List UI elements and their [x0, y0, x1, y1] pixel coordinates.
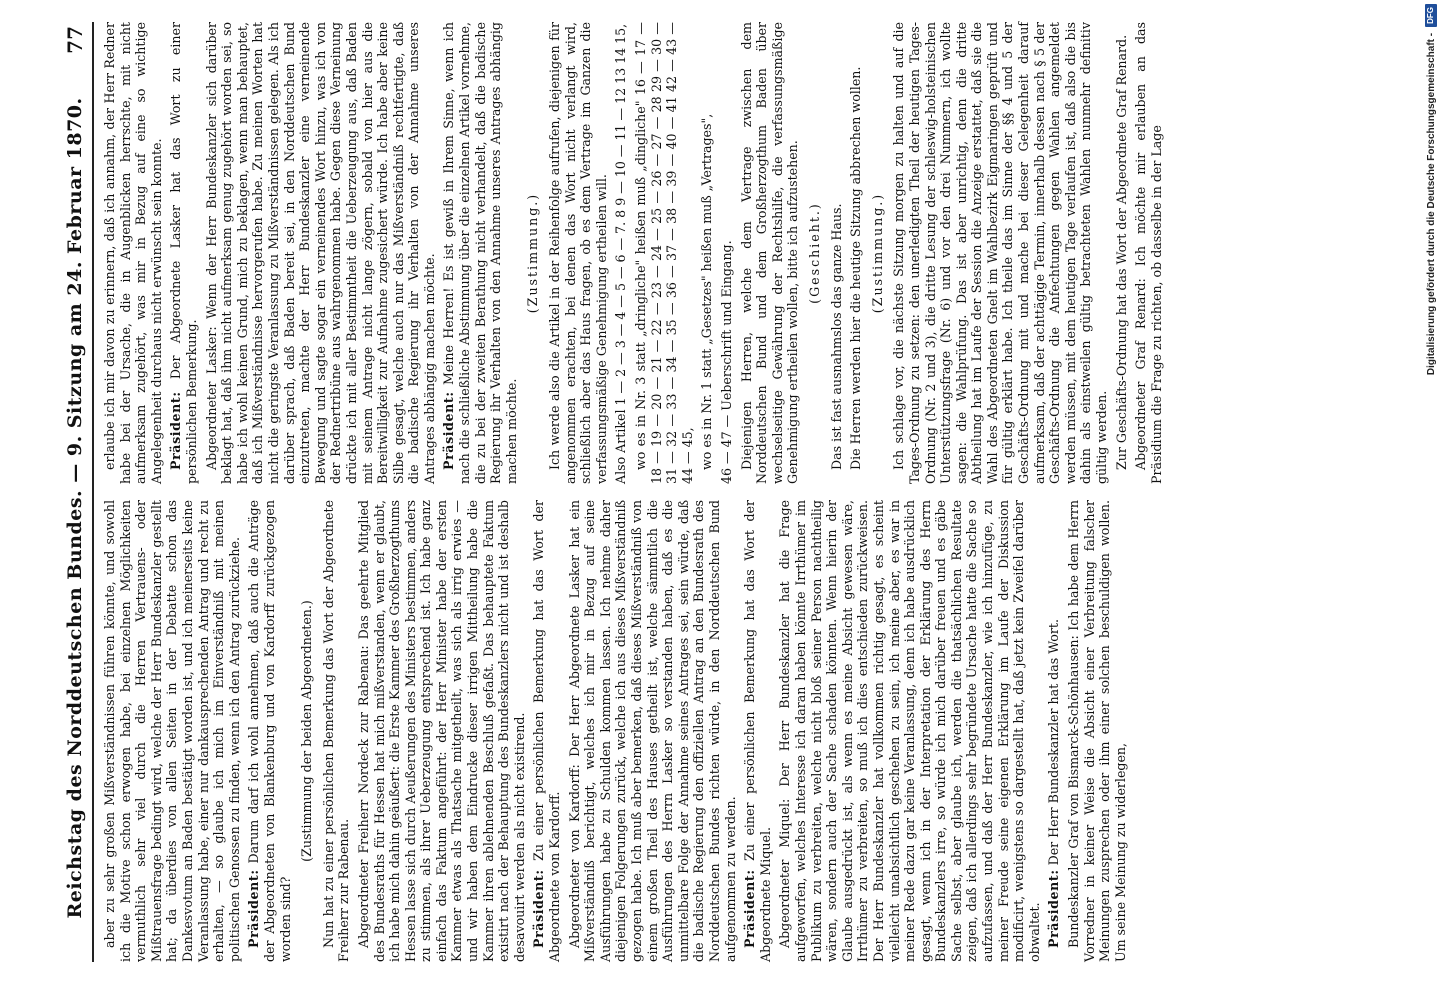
paragraph: aber zu sehr großen Mißverständnissen führen könnte, und sowohl ich die Motive schon erwogen habe, bei einzelnen Möglichkeiten vermuthlich sehr viel durch die Herren Vertrauens- oder Mißtrauensfrage bedingt wird, welche der Herr Bundeskanzler gestellt hat; da überdies von allen Seiten in der Debatte schon das Dankesvotum an Baden bestätigt worden ist, und ich meinerseits keine Veranlassung habe, einer nur dankausprechenden Antrag und recht zu erhalten, — so glaube ich mich im Einverständniß mit meinen politischen Genossen zu finden, wenn ich den Antrag zurückziehe.	[102, 500, 242, 962]
dfg-logo: DFG	[1425, 4, 1437, 27]
paragraph-text: Meine Herren! Es ist gewiß in Ihrem Sinne, wenn ich nach die schließliche Abstimmung über die einzelnen Artikel vornehme, die zu bei der zweiten Berathung nicht verhandelt, daß die badische Regierung ihr Verhalten von den Annahme unseres Antrages abhängig machen möchte.	[441, 22, 519, 484]
paragraph	[742, 500, 773, 962]
paragraph: Abgeordneter Graf Renard: Ich möchte mir erlauben an das Präsidium die Frage zu richten, ob dasselbe in der Lage	[1133, 22, 1164, 484]
stage-direction: (Geschieht.)	[806, 202, 822, 304]
paragraph: Die Herren werden hier die heutige Sitzung abbrechen wollen.	[848, 66, 864, 470]
credit-text: Digitalisierung gefördert durch die Deutsche Forschungsgemeinschaft -	[1425, 32, 1437, 376]
paragraph: Ich schlage vor, die nächste Sitzung morgen zu halten und auf die Tages-Ordnung zu setzen: den unerledigten Theil der heutigen Tages-Ordnung (Nr. 2 und 3), die dritte Lesung der schleswig-holsteinischen Unterstützungsfrage (Nr. 6) und vor den drei Nummern, ich wollte sagen: die Wahlprüfung. Das ist aber unrichtig, denn die dritte Abtheilung hat im Laufe der Session die Anzeige erstattet, daß sie die Wahl des Abgeordneten Gnelt im Wahlbezirk Eigmaringen geprüft und für gültig erklärt habe. Ich theile das im Sinne der §§ 4 und 5 der Geschäfts-Ordnung mit und mache bei dieser Gelegenheit darauf aufmerksam, daß der achttägige Termin, innerhalb dessen nach § 5 der Geschäfts-Ordnung die Anfechtungen gegen Wahlen angemeldet werden müssen, mit dem heutigen Tage verlaufen ist, daß also die bis dahin als einstweilen gültig betrachteten Wahlen nunmehr definitiv gültig werden.	[891, 22, 1110, 484]
speaker-label: Präsident:	[1046, 869, 1062, 948]
paragraph: Ich werde also die Artikel in der Reihenfolge aufrufen, diejenigen für angenommen erachten, bei denen das Wort nicht verlangt wird, schließlich aber das Haus fragen, ob es dem Vertrage im Ganzen die verfassungsmäßige Genehmigung ertheilen will.	[547, 22, 609, 484]
speaker-label: Präsident:	[246, 869, 262, 948]
paragraph	[441, 22, 519, 484]
stage-direction: (Zustimmung.)	[525, 192, 541, 314]
paragraph-text: Der Abgeordnete Lasker hat das Wort zu einer persönlichen Bemerkung.	[168, 22, 199, 484]
page-number: 77	[63, 26, 87, 54]
paragraph: erlaube ich mir davon zu erinnern, daß ich annahm, der Herr Redner habe bei der Ursache, die in Augenblicken herrschte, mit nicht aufmerksam zugehört, was mir in Bezug auf eine so wichtige Angelegenheit durchaus nicht erwünscht sein konnte.	[102, 22, 164, 484]
paragraph-text: Zu einer persönlichen Bemerkung hat das Wort der Abgeordnete Miquel.	[742, 500, 773, 962]
paragraph	[168, 22, 199, 484]
speaker-label: Präsident:	[168, 391, 184, 470]
paragraph	[1046, 500, 1062, 962]
paragraph	[531, 500, 562, 962]
paragraph: Abgeordneter Lasker: Wenn der Herr Bundeskanzler sich darüber beklagt hat, daß ihm nicht aufmerksam genug zugehört worden sei, so habe ich wohl keinen Grund, mich zu beklagen, wenn man behauptet, daß ich Mißverständnisse hervorgerufen habe. Zu meinen Worten hat nicht die geringste Veranlassung zu Mißverständnissen gelegen. Als ich darüber sprach, daß Baden bereit sei, in den Norddeutschen Bund einzutreten, machte der Herr Bundeskanzler eine verneinende Bewegung und sagte sogar ein verneinendes Wort hinzu, was ich von der Rednertribüne aus wahrgenommen habe. Gegen diese Verneinung drückte ich mit aller Bestimmtheit die Ueberzeugung aus, daß Baden mit seinem Antrage nicht lange zögern, sobald von hier aus die Bereitwilligkeit zur Aufnahme zugesichert würde. Ich habe aber keine Silbe gesagt, welche auch nur das Mißverständniß rechtfertigte, daß die badische Regierung ihr Verhalten von der Annahme unseres Antrages abhängig machen möchte.	[203, 22, 437, 484]
page-header	[58, 22, 94, 962]
article-list: Also Artikel 1 — 2 — 3 — 4 — 5 — 6 — 7. 8 9 — 10 — 11 — 12 13 14 15,	[613, 23, 629, 484]
paragraph: 46 — 47 — Ueberschrift und Eingang.	[718, 240, 734, 484]
paragraph	[246, 500, 293, 962]
paragraph: Abgeordneter von Kardorff: Der Herr Abgeordnete Lasker hat ein Mißverständniß berichtigt, welches ich mir in Bezug auf seine Ausführungen habe zu Schulden kommen lassen. Ich nehme daher diejenigen Folgerungen zurück, welche ich aus dieses Mißverständniß gezogen habe. Ich muß aber bemerken, daß dieses Mißverständniß von einem großen Theil des Hauses getheilt ist, welche sämmtlich die Ausführungen des Herrn Lasker so verstanden haben, daß es die unmittelbare Folge der Annahme seines Antrages sei, sein würde, daß die badische Regierung den offiziellen Antrag an den Bundesrath des Norddeutschen Bundes richten würde, in den Norddeutschen Bund aufgenommen zu werden.	[566, 500, 738, 962]
page-title: Reichstag des Norddeutschen Bundes. — 9. Sitzung am 24. Februar 1870.	[64, 97, 86, 919]
paragraph: Diejenigen Herren, welche dem Vertrage zwischen dem Norddeutschen Bund und dem Großherzogthum Baden über wechselseitige Gewährung der Rechtshilfe, die verfassungsmäßige Genehmigung ertheilen wollen, bitte ich aufzustehen.	[738, 22, 801, 484]
paragraph: Nun hat zu einer persönlichen Bemerkung das Wort der Abgeordnete Freiherr zur Rabenau.	[320, 500, 352, 962]
paragraph: Abgeordneter Miquel: Der Herr Bundeskanzler hat die Frage aufgeworfen, welches Interesse ich daran haben könnte Irrthümer im Publikum zu verbreiten, welche nicht bloß seiner Person nachtheilig wären, sondern auch der Sache schaden könnten. Wenn hierin der Glaube ausgedrückt ist, als wenn es meine Absicht gewesen wäre, Irrthümer zu verbreiten, so muß ich dies entschieden zurückweisen. Der Herr Bundeskanzler hat vollkommen richtig gesagt, es scheint vielleicht unabsichtlich geschehen zu sein, ich meine aber, es war in meiner Rede dazu gar keine Veranlassung, denn ich habe ausdrücklich gesagt, wenn ich in der Interpretation der Erklärung des Herrn Bundeskanzlers irre, so würde ich mich darüber freuen und es gäbe Sache selbst, aber glaube ich, werden die thatsächlichen Resultate zeigen, daß ich allerdings sehr begründete Ursache hatte die Sache so aufzufassen, und daß der Herr Bundeskanzler, wie ich hinzufüge, zu meiner Freude seine eigenen Erklärung im Laufe der Diskussion modificirt, wenigstens so dargestellt hat, daß jetzt kein Zweifel darüber obwaltet.	[777, 500, 1042, 962]
left-column	[102, 500, 1412, 962]
paragraph: wo es in Nr. 3 statt „dringliche" heißen muß „dingliche" 16 — 17 — 18 — 19 — 20 — 21 — 22 — 23 — 24 — 25 — 26 — 27 — 28 29 — 30 — 31 — 32 — 33 — 34 — 35 — 36 — 37 — 38 — 39 — 40 — 41 42 — 43 — 44 — 45,	[633, 22, 695, 484]
right-column	[102, 22, 1412, 484]
paragraph: wo es in Nr. 1 statt „Gesetzes" heißen muß „Vertrages",	[699, 113, 715, 470]
speaker-label: Präsident:	[531, 869, 547, 948]
stage-direction: (Zustimmung.)	[869, 192, 885, 314]
paragraph-text: Der Herr Bundeskanzler hat das Wort.	[1046, 619, 1062, 870]
paragraph: Abgeordneter Freiherr Nordeck zur Rabenau: Das geehrte Mitglied des Bundesraths für Hessen hat mich mißverstanden, wenn er glaubt, ich habe mich dahin geäußert: die Erste Kammer des Großherzogthums Hessen lasse sich durch Aeußerungen des Ministers bestimmen, anders zu stimmen, als ihrer Ueberzeugung entsprechend ist. Ich habe ganz einfach das Faktum angeführt: der Herr Minister habe der ersten Kammer etwas als Thatsache mitgetheilt, was sich als irrig erwies — und wir haben dem Eindrucke dieser irrigen Mittheilung habe die Kammer ihren ablehnenden Beschluß gefaßt. Das behauptete Faktum existirt nach der Behauptung des Bundeskanzlers nicht und ist deshalb desavouirt werden als nicht existirend.	[355, 500, 527, 962]
speaker-label: Präsident:	[742, 869, 758, 948]
text-columns	[102, 22, 1412, 962]
stage-direction: (Zustimmung der beiden Abgeordneten.)	[299, 600, 315, 862]
paragraph-text: Darum darf ich wohl annehmen, daß auch die Anträge der Abgeordneten von Blankenburg und von Kardorff zurückgezogen worden sind?	[246, 500, 293, 962]
paragraph: Bundeskanzler Graf von Bismarck-Schönhausen: Ich habe dem Herrn Vorredner in keiner Weise die Absicht einer Verbreitung falscher Meinungen zusprechen oder ihm einer solchen beschuldigen wollen. Um seine Meinung zu widerlegen,	[1066, 500, 1128, 962]
paragraph: Zur Geschäfts-Ordnung hat das Wort der Abgeordnete Graf Renard.	[1113, 34, 1129, 470]
document-page	[58, 22, 1418, 962]
paragraph-text: Zu einer persönlichen Bemerkung hat das Wort der Abgeordnete von Kardorff.	[531, 500, 563, 962]
dfg-credit	[1424, 0, 1438, 1000]
paragraph: Das ist fast ausnahmslos das ganze Haus.	[828, 203, 844, 470]
speaker-label: Präsident:	[441, 391, 457, 470]
